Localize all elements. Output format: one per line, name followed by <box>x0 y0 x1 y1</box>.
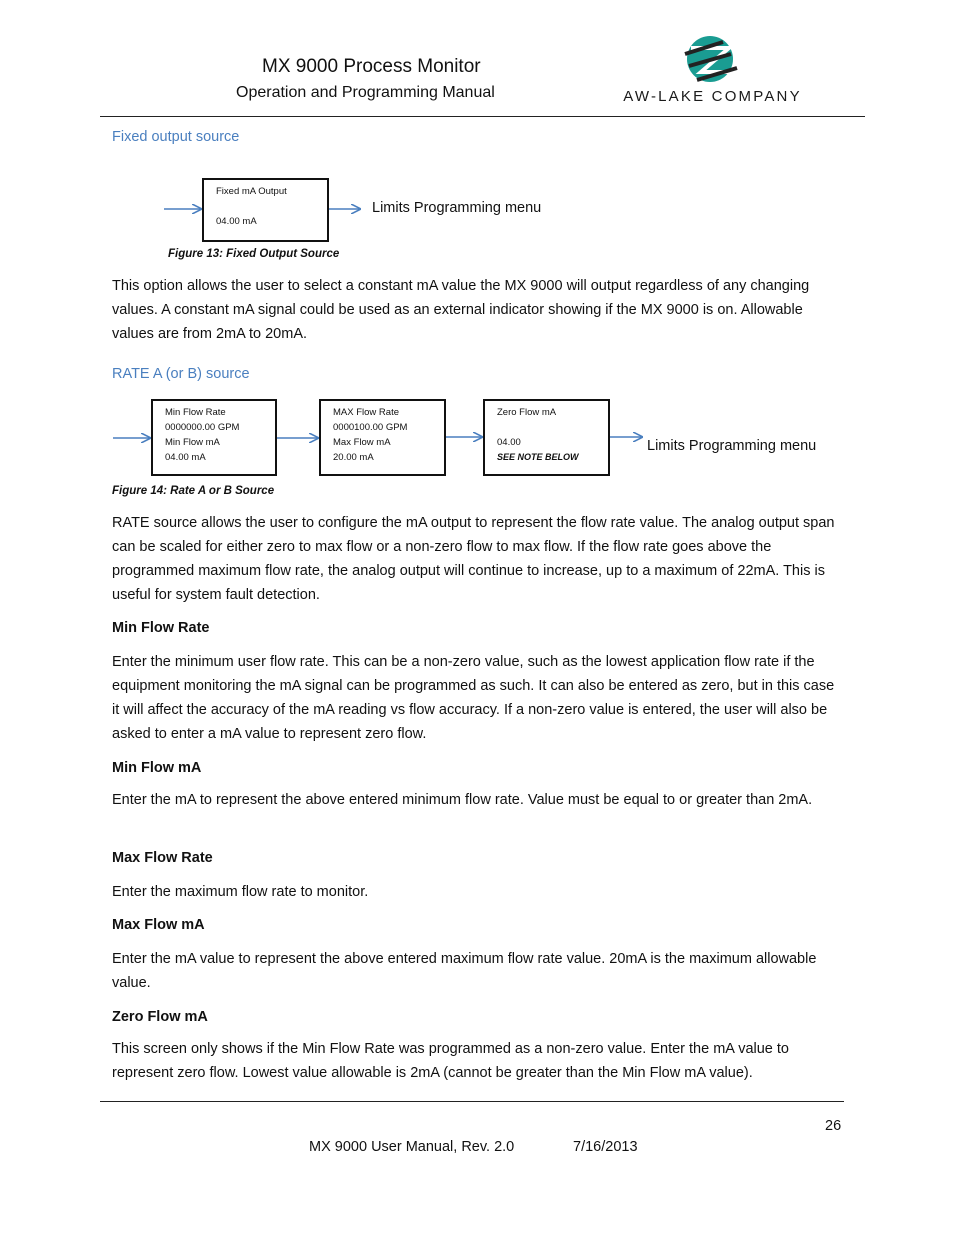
screen-line: Min Flow mA <box>165 437 220 448</box>
figure-caption-13: Figure 13: Fixed Output Source <box>168 248 340 260</box>
logo-text: AW-LAKE COMPANY <box>623 88 802 105</box>
screen-line: Zero Flow mA <box>497 407 557 418</box>
paragraph-rate: RATE source allows the user to configure the mA output to represent the flow rate value. The analog output span can be scaled for either zero to max flow or a non-zero flow to max flow. If the flow rate goes above the programmed maximum flow rate, the analog output will continue to increase, up to a maximum of 22mA. This is useful for system fault detection. <box>112 515 835 603</box>
limits-menu-label: Limits Programming menu <box>372 200 542 216</box>
subsection-text: Enter the mA to represent the above entered minimum flow rate. Value must be equal to or greater than 2mA. <box>112 792 813 808</box>
zero-flow-screen <box>483 399 610 476</box>
screen-line <box>497 420 596 435</box>
header-divider <box>100 116 865 117</box>
screen-line: 20.00 mA <box>333 452 374 463</box>
company-logo <box>605 34 820 106</box>
screen-line: 0000100.00 GPM <box>333 422 408 433</box>
footer-date: 7/16/2013 <box>573 1139 638 1155</box>
subsection-title: Max Flow Rate <box>112 850 213 866</box>
document-title: MX 9000 Process Monitor <box>262 56 481 77</box>
footer-manual-label: MX 9000 User Manual, Rev. 2.0 <box>309 1139 515 1155</box>
fixed-ma-screen <box>202 178 329 242</box>
screen-line: 0000000.00 GPM <box>165 422 240 433</box>
subsection-text: Enter the mA value to represent the above entered maximum flow rate value. 20mA is the maximum allowable value. <box>112 951 817 991</box>
see-note-below-label: SEE NOTE BELOW <box>497 452 579 462</box>
subsection-title: Zero Flow mA <box>112 1009 208 1025</box>
screen-line: Min Flow Rate <box>165 407 226 418</box>
section-heading-fixed: Fixed output source <box>112 129 240 145</box>
footer-divider <box>100 1101 844 1102</box>
page-number: 26 <box>825 1118 842 1134</box>
subsection-text: Enter the maximum flow rate to monitor. <box>112 884 369 900</box>
screen-line: Max Flow mA <box>333 437 391 448</box>
subsection-text: Enter the minimum user flow rate. This can be a non-zero value, such as the lowest application flow rate if the equipment monitoring the mA signal can be programmed as such. It can also be entered as zero, but in this case it will affect the accuracy of the mA reading vs flow accuracy. If a non-zero value is entered, the user will also be asked to enter a mA value to represent zero flow. <box>112 654 835 742</box>
screen-line: 04.00 <box>497 437 521 448</box>
screen-line: 04.00 mA <box>165 452 206 463</box>
screen-line: MAX Flow Rate <box>333 407 399 418</box>
figure-caption-14: Figure 14: Rate A or B Source <box>112 485 275 497</box>
subsection-title: Max Flow mA <box>112 917 205 933</box>
min-flow-screen <box>151 399 277 476</box>
subsection-text: This screen only shows if the Min Flow Rate was programmed as a non-zero value. Enter the mA value to represent zero flow. Lowest value allowable is 2mA (cannot be greater than the Min Flow mA value). <box>112 1041 789 1081</box>
screen-line: Fixed mA Output <box>216 186 287 197</box>
section-heading-rate: RATE A (or B) source <box>112 366 250 382</box>
document-subtitle: Operation and Programming Manual <box>236 84 495 101</box>
screen-line: 04.00 mA <box>216 216 257 227</box>
max-flow-screen <box>319 399 446 476</box>
subsection-title: Min Flow mA <box>112 760 202 776</box>
paragraph-fixed: This option allows the user to select a constant mA value the MX 9000 will output regardless of any changing values. A constant mA signal could be used as an external indicator showing if the MX 9000 is on. Allowable values are from 2mA to 20mA. <box>112 278 810 342</box>
limits-menu-label: Limits Programming menu <box>647 438 817 454</box>
subsection-title: Min Flow Rate <box>112 620 210 636</box>
logo-mark-icon <box>605 34 820 86</box>
